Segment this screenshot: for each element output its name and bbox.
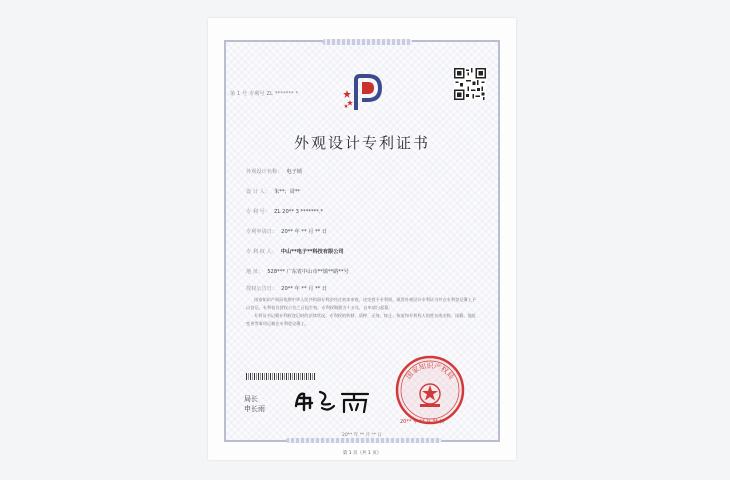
field-label: 专利申请日： [246,229,278,235]
field-value: 电子锁 [286,169,302,175]
field-label: 授权公告日： [246,286,278,292]
field-value: 20** 年 ** 月 ** 日 [281,229,328,235]
barcode-icon [246,373,316,380]
field-designer [246,188,300,196]
field-label: 外观设计名称： [246,169,283,175]
certificate-body [246,296,480,328]
page-footer: 第 1 页（共 1 页） [342,451,382,456]
field-value: 20** 年 ** 月 ** 日 [281,286,328,292]
field-patent-number [246,208,323,216]
field-label: 专 利 权 人： [246,249,277,255]
patent-certificate [208,18,516,460]
cnipa-logo-icon [342,74,384,114]
body-paragraph: 国家知识产权局依照中华人民共和国专利法经过初步审查，决定授予专利权，颁发外观设计专利证书并在专利登记簿上予以登记。专利权自授权公告之日起生效。专利权期限为十五年，自申请日起算。 [246,297,476,310]
official-seal-icon [394,354,466,426]
certificate-title: 外观设计专利证书 [293,134,430,152]
patent-number: 第 1 号 专利号 ZL ******* * [230,91,299,97]
field-application-date [246,228,327,236]
director-name: 申长雨 [244,405,265,413]
field-label: 地 址： [246,269,264,275]
body-paragraph: 专利证书记载专利权登记时的法律状况。专利权的转移、质押、无效、终止、恢复和专利权人的姓名或名称、国籍、地址变更等事项记载在专利登记簿上。 [246,313,476,326]
field-value: ZL 20** 3 *******.* [274,209,323,215]
field-design-name [246,168,302,176]
qr-code-icon [454,68,486,100]
field-address [246,268,349,276]
director-title: 局长 [244,395,258,403]
seal-date: 20** 年 ** 月 ** 日 [400,419,445,425]
director-signature-icon [292,384,374,416]
field-value: 中山**电子**科技有限公司 [280,249,344,255]
border-ornament-top [322,39,412,45]
field-label: 专 利 号： [246,209,271,215]
field-grant-date [246,285,327,293]
field-value: 朱**；周** [274,189,301,195]
border-ornament-bottom [286,438,442,443]
field-label: 设 计 人： [246,189,271,195]
director-label [244,394,265,414]
field-value: 528*** 广东省中山市**镇**路**号 [267,269,349,275]
field-patentee [246,248,344,256]
seal-text: 国家知识产权局 [404,362,456,381]
issue-date: 20** 年 ** 月 ** 日 [342,433,382,438]
